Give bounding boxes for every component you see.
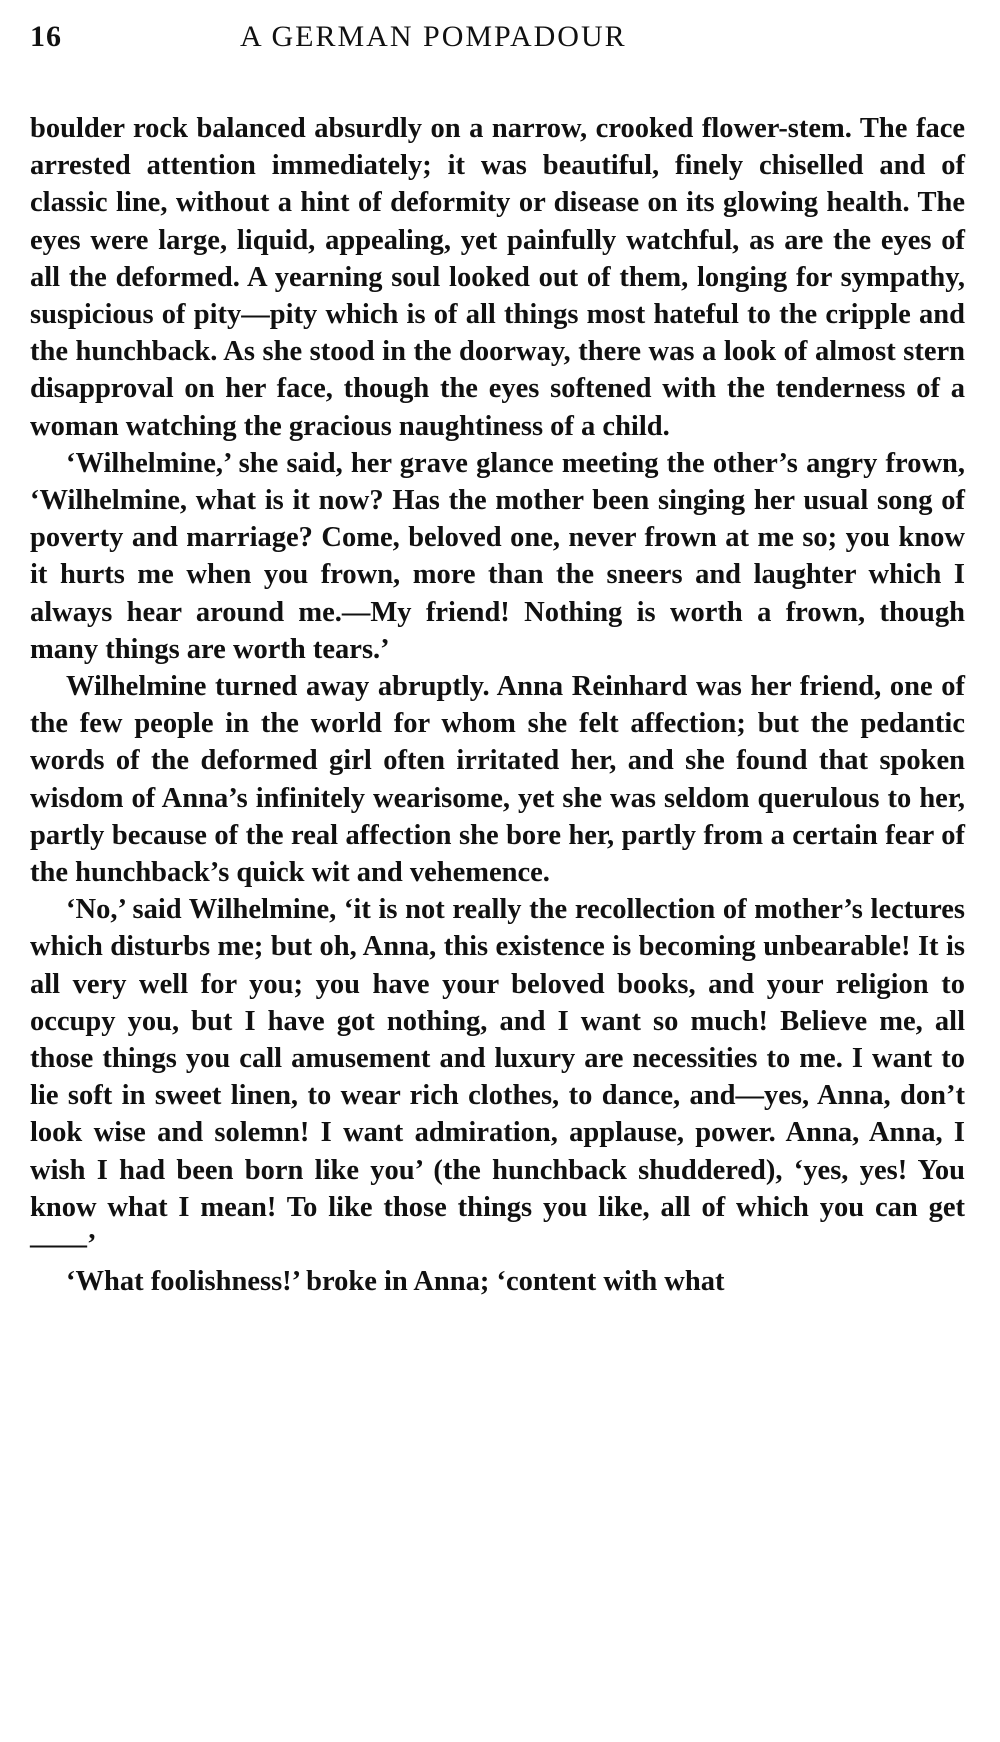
- running-title: A GERMAN POMPADOUR: [240, 20, 627, 53]
- page-number: 16: [30, 20, 62, 53]
- paragraph-4: ‘No,’ said Wilhelmine, ‘it is not really the recollection of mother’s lectures which disturbs me; but oh, Anna, this existence is becoming unbearable! It is all very well for you; you have your beloved books, and your religion to occupy you, but I have got nothing, and I want so much! Believe me, all those things you call amusement and luxury are necessities to me. I want to lie soft in sweet linen, to wear rich clothes, to dance, and—yes, Anna, don’t look wise and solemn! I want admiration, applause, power. Anna, Anna, I wish I had been born like you’ (the hunchback shuddered), ‘yes, yes! You know what I mean! To like those things you like, all of which you can get——’: [30, 894, 965, 1261]
- book-page: [30, 20, 965, 1301]
- paragraph-1: boulder rock balanced absurdly on a narrow, crooked flower-stem. The face arrested attention immediately; it was beautiful, finely chiselled and of classic line, without a hint of deformity or disease on its glowing health. The eyes were large, liquid, appealing, yet painfully watchful, as are the eyes of all the deformed. A yearning soul looked out of them, longing for sympathy, suspicious of pity—pity which is of all things most hateful to the cripple and the hunchback. As she stood in the doorway, there was a look of almost stern disapproval on her face, though the eyes softened with the tenderness of a woman watching the gracious naughtiness of a child.: [30, 113, 965, 442]
- page-header: [30, 20, 965, 72]
- body-text: [30, 110, 965, 1301]
- paragraph-3: Wilhelmine turned away abruptly. Anna Reinhard was her friend, one of the few people in the world for whom she felt affection; but the pedantic words of the deformed girl often irritated her, and she found that spoken wisdom of Anna’s infinitely wearisome, yet she was seldom querulous to her, partly because of the real affection she bore her, partly from a certain fear of the hunchback’s quick wit and vehemence.: [30, 671, 965, 889]
- paragraph-5: ‘What foolishness!’ broke in Anna; ‘content with what: [66, 1266, 725, 1298]
- paragraph-2: ‘Wilhelmine,’ she said, her grave glance meeting the other’s angry frown, ‘Wilhelmine, what is it now? Has the mother been singing her usual song of poverty and marriage? Come, beloved one, never frown at me so; you know it hurts me when you frown, more than the sneers and laughter which I always hear around me.—My friend! Nothing is worth a frown, though many things are worth tears.’: [30, 447, 965, 665]
